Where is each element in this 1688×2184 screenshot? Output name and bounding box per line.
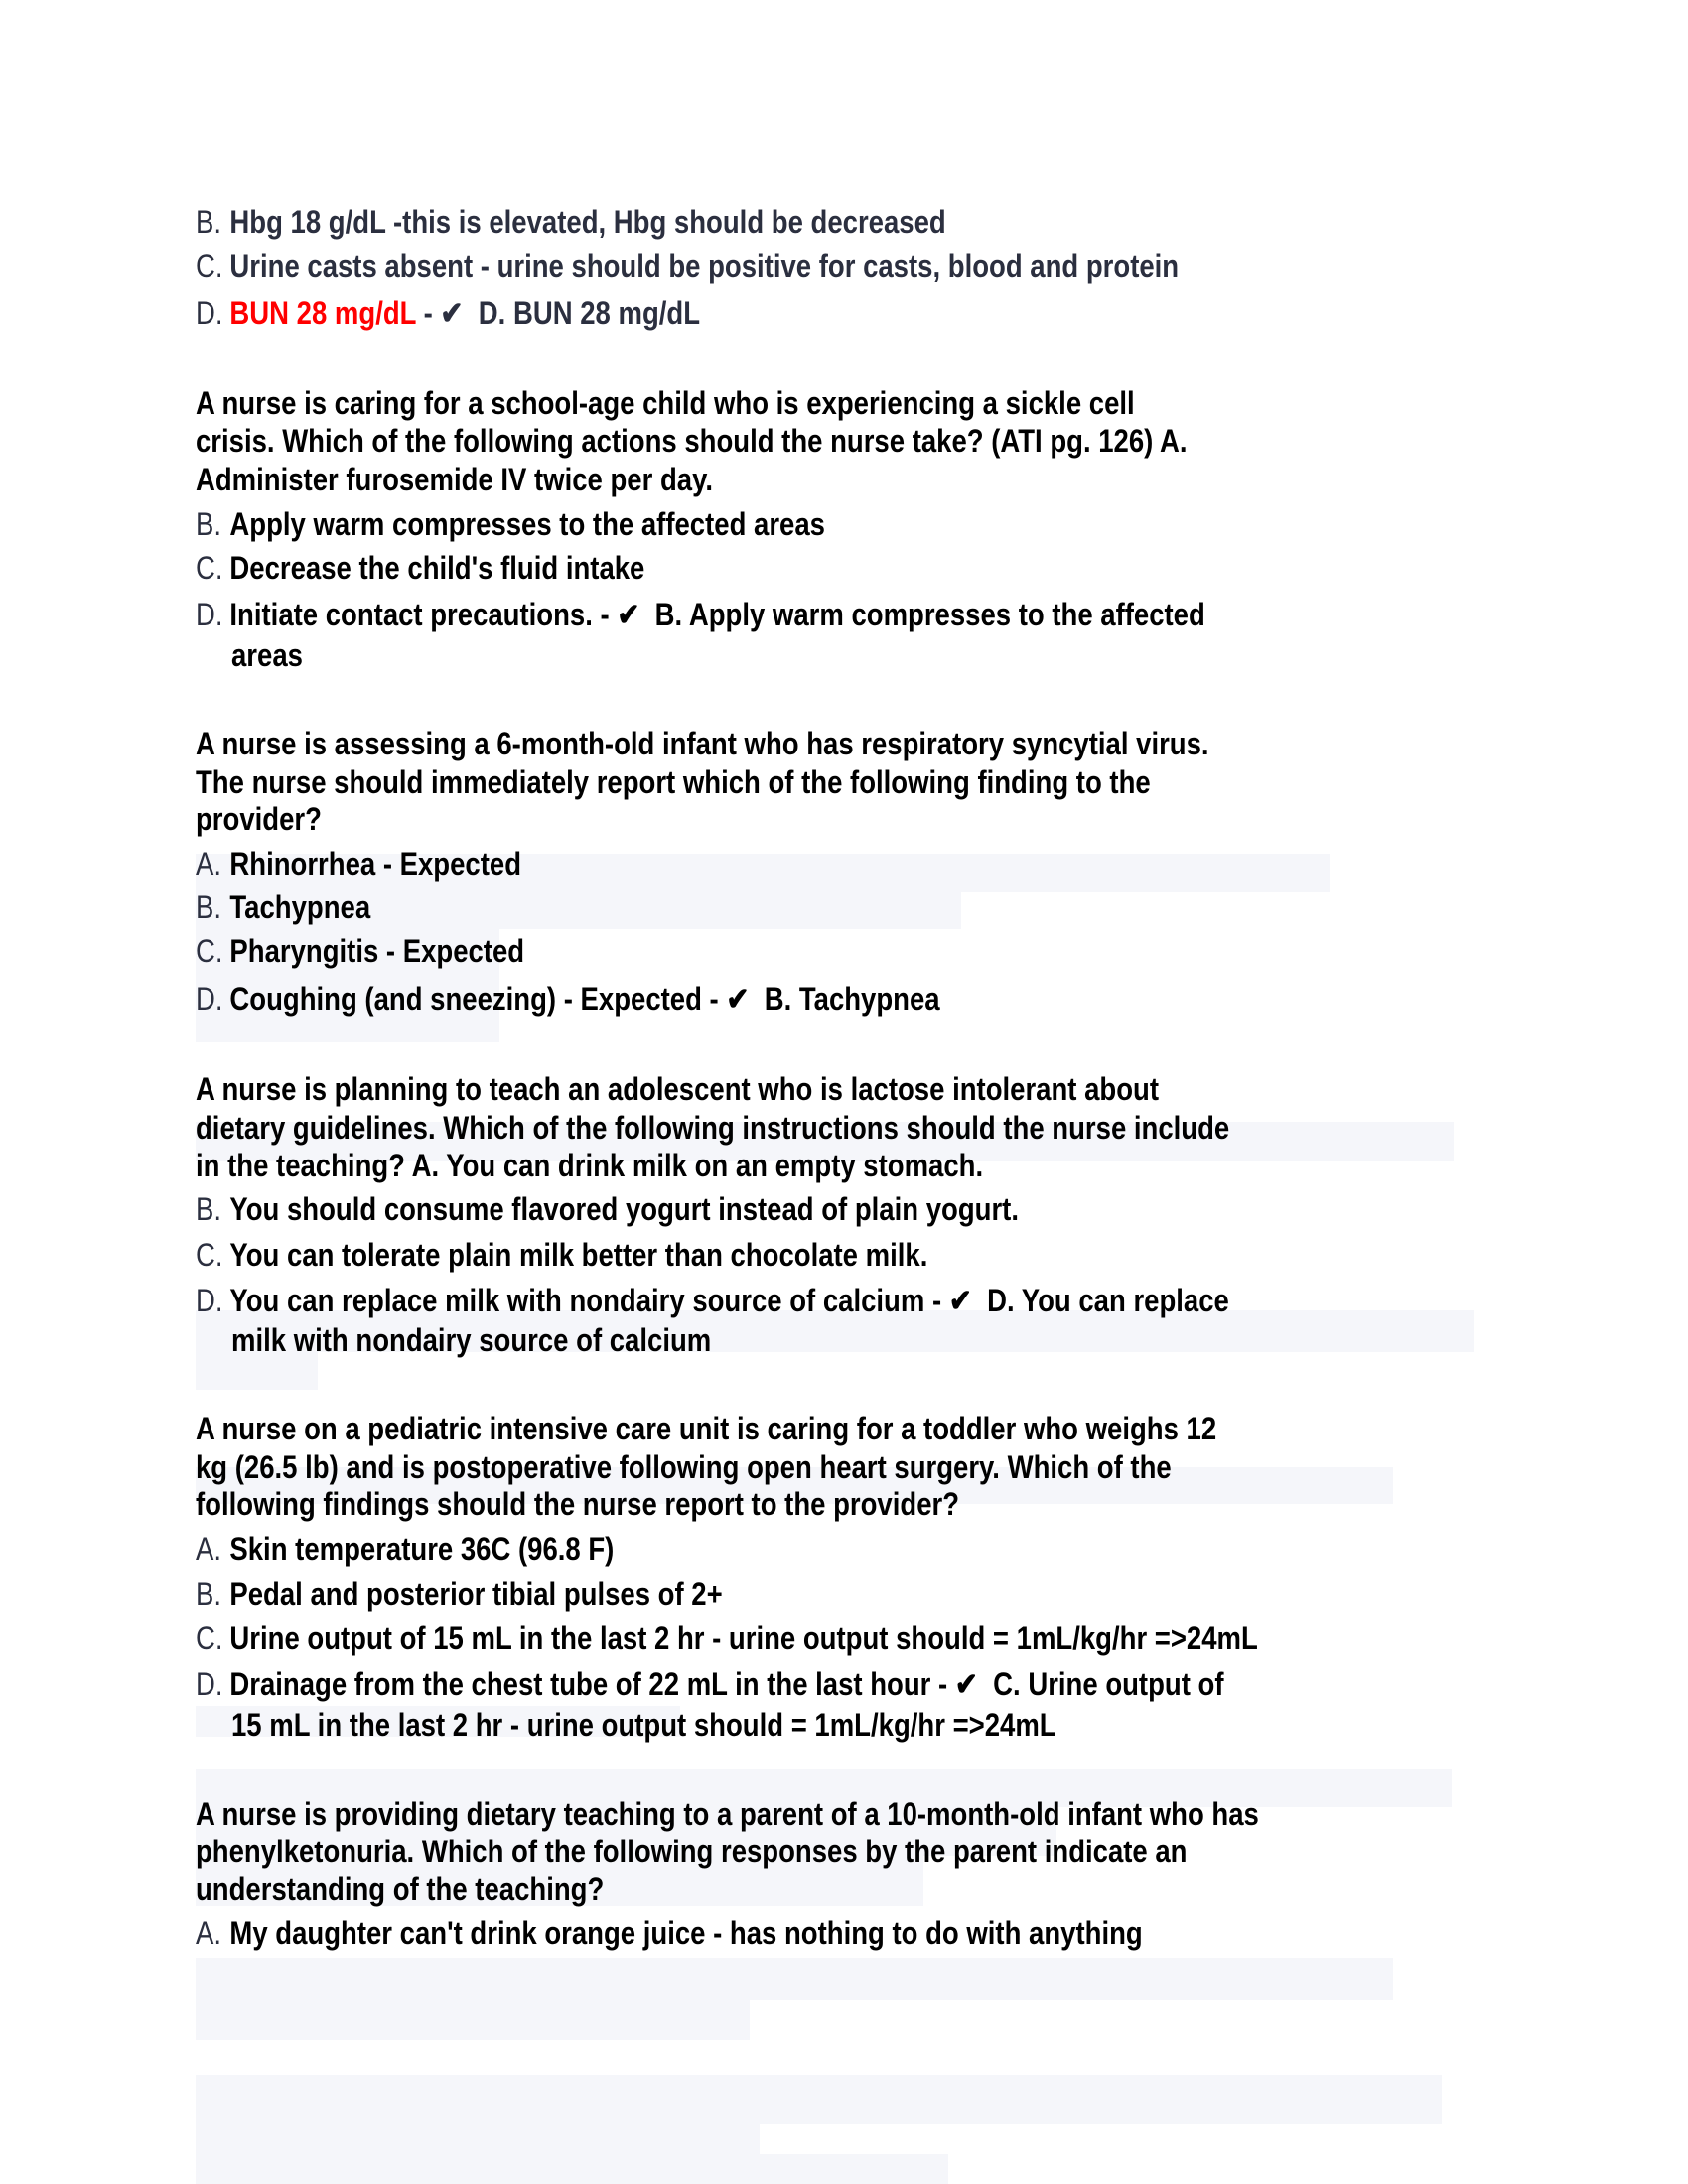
option-text: Decrease the child's fluid intake — [229, 550, 645, 586]
highlighted-answer: BUN 28 mg/dL — [229, 295, 416, 331]
question-text: The nurse should immediately report which of the following finding to the — [196, 764, 1151, 800]
correct-answer-continued: milk with nondairy source of calcium — [231, 1322, 712, 1358]
correct-answer-continued: 15 mL in the last 2 hr - urine output should = 1mL/kg/hr =>24mL — [231, 1707, 1056, 1743]
correct-answer: C. Urine output of — [977, 1666, 1224, 1702]
question-text: A nurse is planning to teach an adolescent who is lactose intolerant about — [196, 1071, 1159, 1107]
question-text: crisis. Which of the following actions should the nurse take? (ATI pg. 126) A. — [196, 423, 1188, 459]
option-d — [196, 295, 700, 331]
question-text: following findings should the nurse report to the provider? — [196, 1486, 960, 1522]
option-b — [196, 205, 946, 240]
option-prefix: C. — [196, 550, 223, 586]
check-icon: ✔ — [726, 981, 750, 1017]
option-text: Urine output of 15 mL in the last 2 hr - urine output should = 1mL/kg/hr =>24mL — [229, 1620, 1258, 1656]
option-prefix: C. — [196, 1620, 223, 1656]
option-text: You can replace milk with nondairy source of calcium - — [229, 1283, 949, 1318]
option-b — [196, 1576, 723, 1612]
correct-answer: D. BUN 28 mg/dL — [463, 295, 701, 331]
check-icon: ✔ — [954, 1666, 978, 1702]
option-prefix: B. — [196, 506, 222, 542]
option-d — [196, 1283, 1229, 1318]
option-b — [196, 506, 825, 542]
option-prefix: D. — [196, 1666, 223, 1702]
option-a — [196, 1915, 1143, 1951]
question-text: provider? — [196, 801, 322, 837]
correct-answer: D. You can replace — [971, 1283, 1229, 1318]
question-text: A nurse is providing dietary teaching to a parent of a 10-month-old infant who has — [196, 1796, 1259, 1832]
check-icon: ✔ — [617, 597, 640, 632]
option-prefix: D. — [196, 295, 223, 331]
option-text: Urine casts absent - urine should be positive for casts, blood and protein — [229, 248, 1180, 284]
option-prefix: C. — [196, 933, 223, 969]
question-text: Administer furosemide IV twice per day. — [196, 462, 713, 497]
option-a — [196, 846, 521, 882]
correct-answer: B. Apply warm compresses to the affected — [639, 597, 1205, 632]
question-text: A nurse on a pediatric intensive care unit is caring for a toddler who weighs 12 — [196, 1411, 1217, 1446]
question-text: A nurse is caring for a school-age child who is experiencing a sickle cell — [196, 385, 1135, 421]
option-d — [196, 981, 940, 1017]
question-text: kg (26.5 lb) and is postoperative following open heart surgery. Which of the — [196, 1449, 1172, 1485]
check-icon: ✔ — [440, 295, 464, 331]
question-text: understanding of the teaching? — [196, 1871, 605, 1907]
option-text: My daughter can't drink orange juice - has nothing to do with anything — [229, 1915, 1143, 1951]
option-a — [196, 1531, 614, 1567]
option-b — [196, 1191, 1019, 1227]
option-prefix: B. — [196, 1191, 222, 1227]
option-c — [196, 1620, 1258, 1656]
option-prefix: B. — [196, 889, 222, 925]
option-b — [196, 889, 370, 925]
background-band — [196, 2075, 1442, 2124]
option-text: Rhinorrhea - Expected — [229, 846, 522, 882]
option-prefix: D. — [196, 597, 223, 632]
option-prefix: A. — [196, 1531, 222, 1567]
option-d — [196, 1666, 1224, 1702]
option-text: - — [415, 295, 441, 331]
option-text: Pedal and posterior tibial pulses of 2+ — [229, 1576, 723, 1612]
option-text: Initiate contact precautions. - — [229, 597, 618, 632]
check-icon: ✔ — [948, 1283, 972, 1318]
question-text: phenylketonuria. Which of the following responses by the parent indicate an — [196, 1834, 1188, 1869]
background-band — [196, 2000, 750, 2040]
background-band — [196, 1958, 1393, 2000]
option-prefix: D. — [196, 981, 223, 1017]
option-prefix: C. — [196, 1237, 223, 1273]
option-c — [196, 1237, 927, 1273]
option-c — [196, 933, 524, 969]
option-d — [196, 597, 1205, 632]
question-text: A nurse is assessing a 6-month-old infant who has respiratory syncytial virus. — [196, 726, 1209, 761]
option-text: Skin temperature 36C (96.8 F) — [229, 1531, 615, 1567]
option-prefix: D. — [196, 1283, 223, 1318]
correct-answer-continued: areas — [231, 637, 303, 673]
option-text: You should consume flavored yogurt instead of plain yogurt. — [229, 1191, 1019, 1227]
option-prefix: C. — [196, 248, 223, 284]
option-prefix: A. — [196, 1915, 222, 1951]
option-c — [196, 550, 644, 586]
option-c — [196, 248, 1179, 284]
option-text: Apply warm compresses to the affected areas — [229, 506, 825, 542]
option-text: Hbg 18 g/dL -this is elevated, Hbg should be decreased — [229, 205, 946, 240]
option-prefix: A. — [196, 846, 222, 882]
option-text: You can tolerate plain milk better than chocolate milk. — [229, 1237, 928, 1273]
background-band — [196, 2124, 760, 2184]
option-prefix: B. — [196, 1576, 222, 1612]
correct-answer: B. Tachypnea — [749, 981, 940, 1017]
option-prefix: B. — [196, 205, 222, 240]
question-text: dietary guidelines. Which of the following instructions should the nurse include — [196, 1110, 1230, 1146]
option-text: Pharyngitis - Expected — [229, 933, 525, 969]
option-text: Drainage from the chest tube of 22 mL in the last hour - — [229, 1666, 955, 1702]
option-text: Coughing (and sneezing) - Expected - — [229, 981, 727, 1017]
option-text: Tachypnea — [229, 889, 371, 925]
question-text: in the teaching? A. You can drink milk on an empty stomach. — [196, 1148, 984, 1183]
background-band — [760, 2154, 948, 2184]
